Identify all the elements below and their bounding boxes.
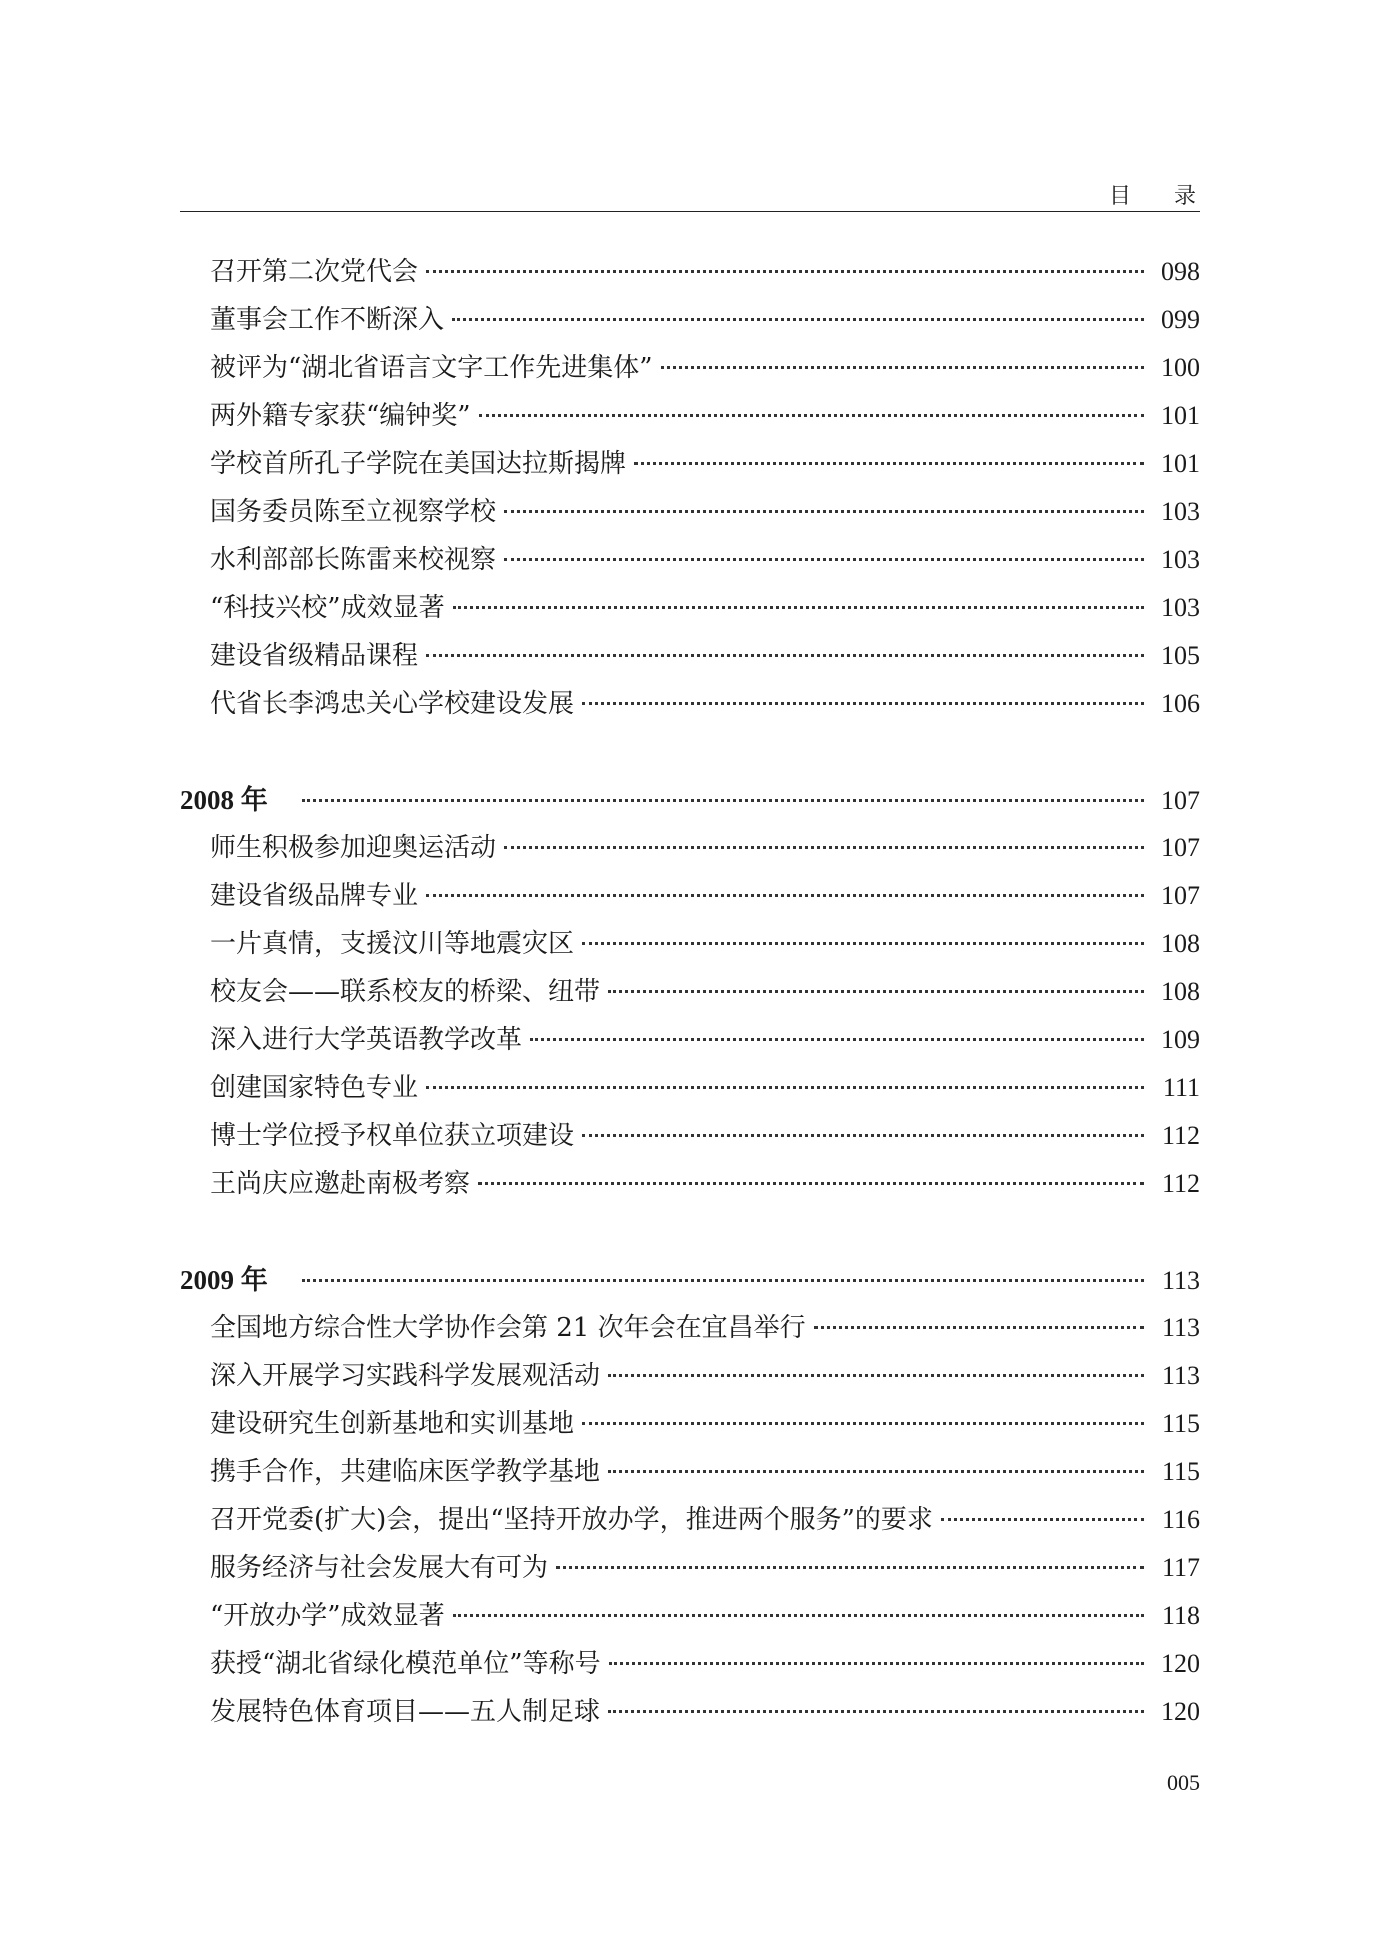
toc-entry-title: 召开党委(扩大)会，提出“坚持开放办学，推进两个服务”的要求 — [210, 1505, 933, 1535]
dot-leader — [452, 318, 1144, 321]
toc-entry-page: 112 — [1161, 1121, 1200, 1150]
toc-entry-title: 深入开展学习实践科学发展观活动 — [210, 1361, 601, 1391]
toc-entry[interactable] — [180, 1068, 1200, 1108]
toc-entry[interactable] — [180, 972, 1200, 1012]
toc-entry[interactable] — [180, 348, 1200, 388]
running-header — [180, 175, 1214, 212]
dot-leader — [608, 990, 1144, 993]
dot-leader — [479, 414, 1144, 417]
toc-entry-title: 学校首所孔子学院在美国达拉斯揭牌 — [210, 449, 627, 479]
toc-entry[interactable] — [180, 924, 1200, 964]
toc-entry-page: 113 — [1161, 1313, 1200, 1342]
toc-entry-page: 107 — [1161, 881, 1200, 910]
toc-entry-title: 发展特色体育项目——五人制足球 — [210, 1697, 601, 1727]
toc-year-title: 2008 年 — [180, 785, 268, 815]
toc-entry-title: 代省长李鸿忠关心学校建设发展 — [210, 689, 575, 719]
dot-leader — [504, 510, 1144, 513]
dot-leader — [608, 1374, 1144, 1377]
toc-entry-page: 108 — [1161, 977, 1200, 1006]
dot-leader — [634, 462, 1144, 465]
toc-entry[interactable] — [180, 1020, 1200, 1060]
toc-entry-title: 师生积极参加迎奥运活动 — [210, 833, 497, 863]
toc-entry-title: 创建国家特色专业 — [210, 1073, 419, 1103]
toc-entry-page: 108 — [1161, 929, 1200, 958]
toc-entry-title: 博士学位授予权单位获立项建设 — [210, 1121, 575, 1151]
dot-leader — [478, 1182, 1144, 1185]
dot-leader — [582, 942, 1144, 945]
toc-year-2009[interactable] — [180, 1260, 1200, 1300]
toc-entry[interactable] — [180, 1644, 1200, 1684]
toc-year-page: 113 — [1161, 1266, 1200, 1295]
toc-year-title: 2009 年 — [180, 1265, 268, 1295]
toc-entry-page: 099 — [1161, 305, 1200, 334]
toc-entry-title: 建设研究生创新基地和实训基地 — [210, 1409, 575, 1439]
toc-entry[interactable] — [180, 252, 1200, 292]
toc-entry[interactable] — [180, 444, 1200, 484]
toc-entry[interactable] — [180, 684, 1200, 724]
toc-entry[interactable] — [180, 1116, 1200, 1156]
toc-entry[interactable] — [180, 1596, 1200, 1636]
toc-entry[interactable] — [180, 492, 1200, 532]
toc-entry[interactable] — [180, 1452, 1200, 1492]
toc-entry[interactable] — [180, 1356, 1200, 1396]
toc-entry-page: 107 — [1161, 833, 1200, 862]
toc-entry-page: 115 — [1161, 1457, 1200, 1486]
dot-leader — [453, 606, 1144, 609]
dot-leader — [426, 894, 1144, 897]
toc-entry-title: 一片真情，支援汶川等地震灾区 — [210, 929, 575, 959]
toc-entry-title: 全国地方综合性大学协作会第 21 次年会在宜昌举行 — [210, 1313, 806, 1343]
dot-leader — [453, 1614, 1144, 1617]
toc-entry-page: 120 — [1161, 1649, 1200, 1678]
toc-entry-title: 董事会工作不断深入 — [210, 305, 445, 335]
toc-entry-title: 国务委员陈至立视察学校 — [210, 497, 497, 527]
toc-entry-title: 两外籍专家获“编钟奖” — [210, 401, 471, 431]
toc-entry-page: 100 — [1161, 353, 1200, 382]
toc-entry-page: 103 — [1161, 497, 1200, 526]
page-number: 005 — [1167, 1770, 1200, 1795]
dot-leader — [426, 1086, 1144, 1089]
toc-entry[interactable] — [180, 1692, 1200, 1732]
toc-entry[interactable] — [180, 1164, 1200, 1204]
toc-year-page: 107 — [1161, 786, 1200, 815]
dot-leader — [426, 270, 1144, 273]
dot-leader — [814, 1326, 1144, 1329]
toc-entry-page: 103 — [1161, 545, 1200, 574]
dot-leader — [582, 1134, 1144, 1137]
toc-entry[interactable] — [180, 1404, 1200, 1444]
dot-leader — [582, 702, 1144, 705]
toc-entry-title: 水利部部长陈雷来校视察 — [210, 545, 497, 575]
dot-leader — [302, 799, 1144, 802]
dot-leader — [608, 1710, 1144, 1713]
dot-leader — [941, 1518, 1144, 1521]
toc-entry-title: 建设省级品牌专业 — [210, 881, 419, 911]
toc-entry-page: 098 — [1161, 257, 1200, 286]
dot-leader — [661, 366, 1144, 369]
toc-entry[interactable] — [180, 876, 1200, 916]
dot-leader — [504, 846, 1144, 849]
dot-leader — [504, 558, 1144, 561]
toc-entry-page: 109 — [1161, 1025, 1200, 1054]
toc-entry-title: 被评为“湖北省语言文字工作先进集体” — [210, 353, 653, 383]
toc-entry-page: 111 — [1162, 1073, 1200, 1102]
dot-leader — [302, 1279, 1144, 1282]
toc-entry-title: “科技兴校”成效显著 — [210, 593, 445, 623]
toc-entry-title: 校友会——联系校友的桥梁、纽带 — [210, 977, 601, 1007]
toc-entry-page: 105 — [1161, 641, 1200, 670]
toc-entry-page: 101 — [1161, 449, 1200, 478]
toc-entry-page: 106 — [1161, 689, 1200, 718]
toc-entry[interactable] — [180, 300, 1200, 340]
dot-leader — [609, 1662, 1144, 1665]
toc-entry[interactable] — [180, 636, 1200, 676]
toc-entry-page: 117 — [1161, 1553, 1200, 1582]
toc-entry-page: 116 — [1161, 1505, 1200, 1534]
toc-year-2008[interactable] — [180, 780, 1200, 820]
toc-entry-page: 113 — [1161, 1361, 1200, 1390]
toc-entry-page: 115 — [1161, 1409, 1200, 1438]
toc-entry[interactable] — [180, 1500, 1200, 1540]
toc-entry[interactable] — [180, 540, 1200, 580]
toc-entry-title: 获授“湖北省绿化模范单位”等称号 — [210, 1649, 601, 1679]
dot-leader — [426, 654, 1144, 657]
toc-entry[interactable] — [180, 396, 1200, 436]
toc-entry-title: 建设省级精品课程 — [210, 641, 419, 671]
dot-leader — [530, 1038, 1144, 1041]
toc-entry[interactable] — [180, 1308, 1200, 1348]
toc-entry-page: 120 — [1161, 1697, 1200, 1726]
toc-entry-title: 召开第二次党代会 — [210, 257, 419, 287]
toc-entry[interactable] — [180, 828, 1200, 868]
dot-leader — [608, 1470, 1144, 1473]
toc-entry-page: 112 — [1161, 1169, 1200, 1198]
toc-entry-title: 王尚庆应邀赴南极考察 — [210, 1169, 471, 1199]
toc-entry-page: 103 — [1161, 593, 1200, 622]
toc-entry-page: 118 — [1161, 1601, 1200, 1630]
header-title: 目 录 — [1109, 184, 1214, 209]
toc-entry-title: 携手合作，共建临床医学教学基地 — [210, 1457, 601, 1487]
toc-entry[interactable] — [180, 1548, 1200, 1588]
toc-entry-page: 101 — [1161, 401, 1200, 430]
dot-leader — [582, 1422, 1144, 1425]
dot-leader — [556, 1566, 1144, 1569]
toc-entry[interactable] — [180, 588, 1200, 628]
toc-entry-title: “开放办学”成效显著 — [210, 1601, 445, 1631]
toc-entry-title: 深入进行大学英语教学改革 — [210, 1025, 523, 1055]
toc-entry-title: 服务经济与社会发展大有可为 — [210, 1553, 549, 1583]
